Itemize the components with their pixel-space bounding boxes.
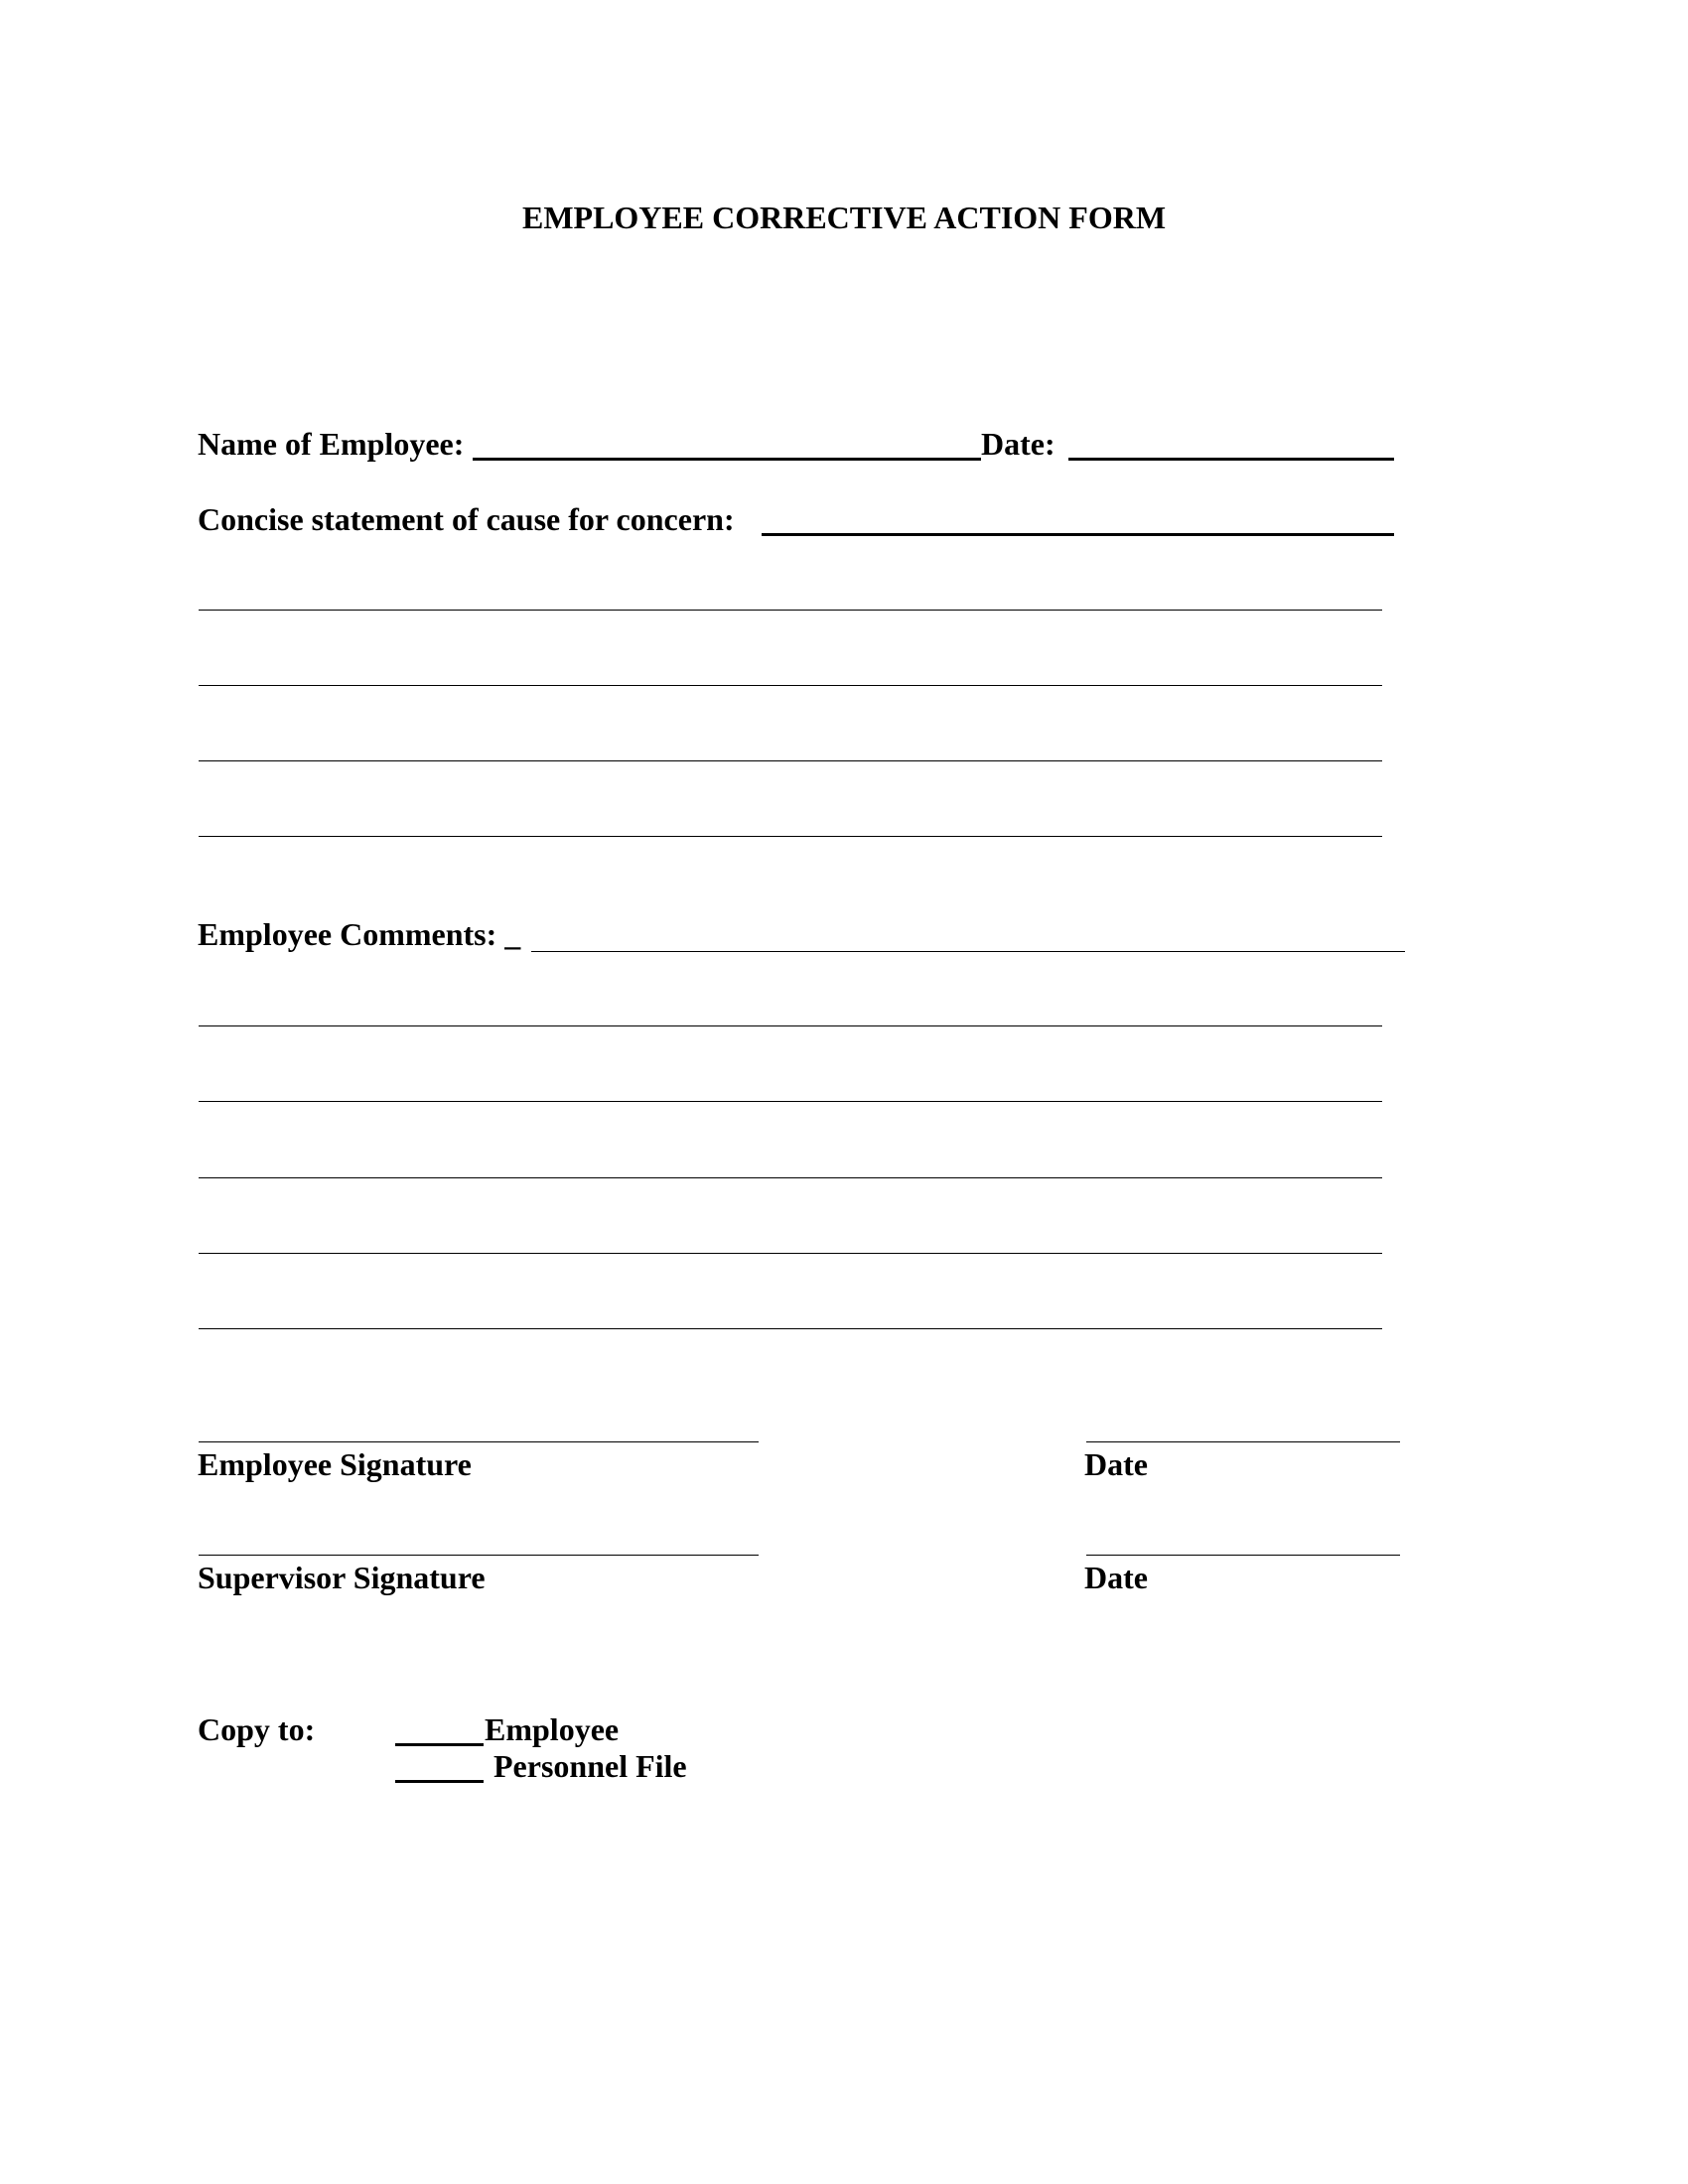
employee-signature-date-label: Date — [1084, 1446, 1148, 1482]
concern-line[interactable] — [199, 760, 1382, 761]
employee-signature-line[interactable] — [199, 1441, 759, 1442]
supervisor-signature-line[interactable] — [199, 1555, 759, 1556]
copy-to-employee-label: Employee — [485, 1711, 620, 1747]
copy-to-personnel-file-checkline[interactable] — [395, 1780, 484, 1783]
supervisor-signature-date-line[interactable] — [1086, 1555, 1400, 1556]
employee-comments-line-first[interactable] — [531, 951, 1405, 952]
supervisor-signature-label: Supervisor Signature — [198, 1560, 486, 1595]
copy-to-label: Copy to: — [198, 1711, 316, 1747]
supervisor-signature-date-label: Date — [1084, 1560, 1148, 1595]
employee-comments-label: Employee Comments: _ — [198, 916, 521, 952]
comments-line[interactable] — [199, 1253, 1382, 1254]
comments-line[interactable] — [199, 1101, 1382, 1102]
concern-line-first[interactable] — [762, 533, 1394, 536]
concern-line[interactable] — [199, 836, 1382, 837]
name-of-employee-line[interactable] — [473, 458, 981, 461]
date-label: Date: — [981, 426, 1055, 462]
comments-line[interactable] — [199, 1328, 1382, 1329]
copy-to-employee-checkline[interactable] — [395, 1743, 484, 1746]
comments-line[interactable] — [199, 1177, 1382, 1178]
employee-signature-date-line[interactable] — [1086, 1441, 1400, 1442]
date-line[interactable] — [1068, 458, 1394, 461]
form-title: EMPLOYEE CORRECTIVE ACTION FORM — [521, 200, 1167, 235]
employee-signature-label: Employee Signature — [198, 1446, 472, 1482]
comments-line[interactable] — [199, 1025, 1382, 1026]
concern-label: Concise statement of cause for concern: — [198, 501, 735, 537]
concern-line[interactable] — [199, 610, 1382, 611]
name-of-employee-label: Name of Employee: — [198, 426, 465, 462]
copy-to-personnel-file-label: Personnel File — [493, 1748, 687, 1784]
concern-line[interactable] — [199, 685, 1382, 686]
